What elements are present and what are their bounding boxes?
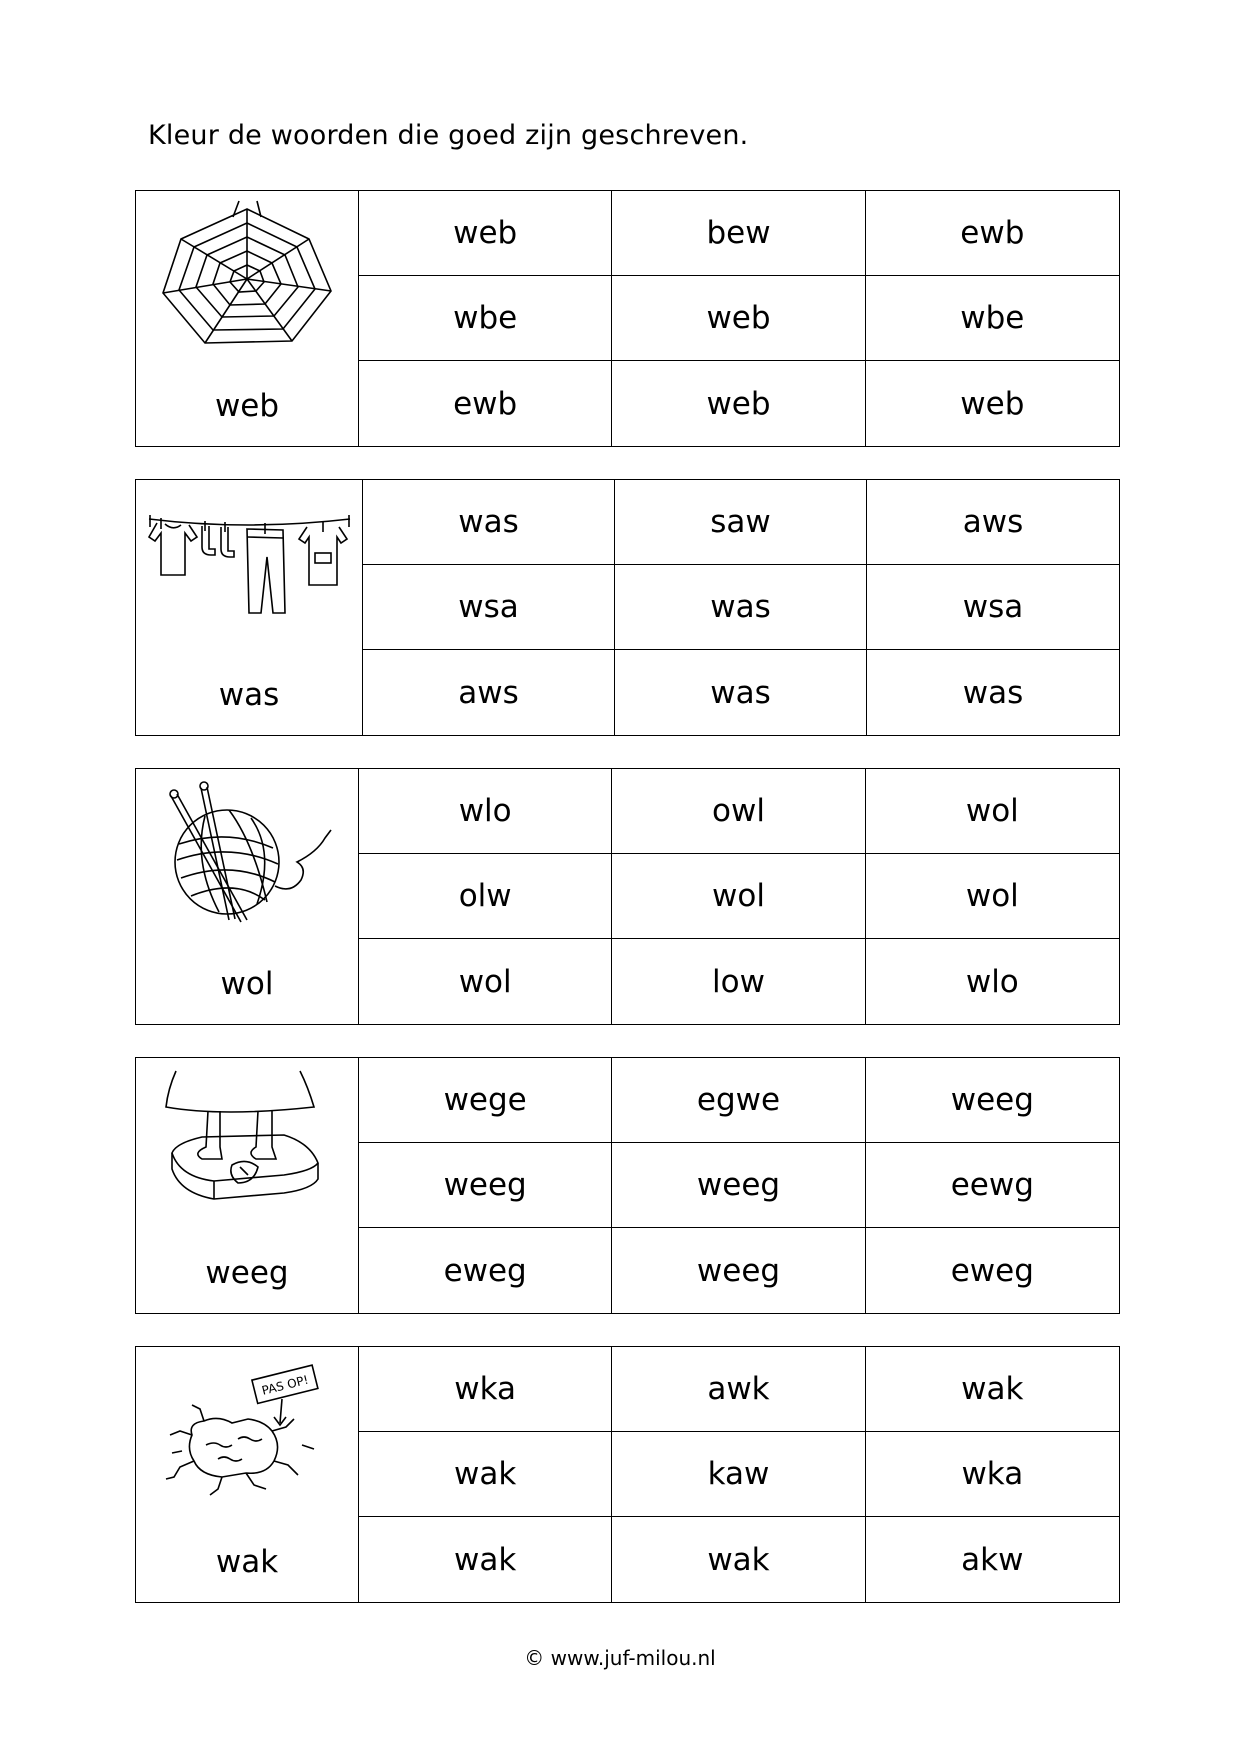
word-cell[interactable]: wbe (359, 276, 612, 361)
word-cell[interactable]: weeg (359, 1143, 612, 1228)
word-cell[interactable]: ewb (866, 191, 1119, 276)
word-cell[interactable]: weeg (866, 1058, 1119, 1143)
word-cell[interactable]: was (363, 480, 615, 565)
word-block-web (135, 190, 1120, 447)
word-cell[interactable]: wka (866, 1432, 1119, 1517)
picture-cell (136, 191, 359, 446)
word-cell[interactable]: egwe (612, 1058, 865, 1143)
word-cell[interactable]: bew (612, 191, 865, 276)
yarn-ball-icon (136, 777, 358, 937)
word-cell[interactable]: wak (359, 1432, 612, 1517)
word-cell[interactable]: eewg (866, 1143, 1119, 1228)
ice-hole-icon (136, 1355, 358, 1515)
word-grid (363, 480, 1119, 735)
word-grid (359, 1347, 1119, 1602)
word-cell[interactable]: weeg (612, 1228, 865, 1313)
word-cell[interactable]: web (612, 276, 865, 361)
picture-cell (136, 1347, 359, 1602)
word-cell[interactable]: wsa (867, 565, 1119, 650)
weighing-scale-icon (136, 1066, 358, 1226)
word-cell[interactable]: wlo (359, 769, 612, 854)
word-cell[interactable]: aws (363, 650, 615, 735)
word-cell[interactable]: low (612, 939, 865, 1024)
word-cell[interactable]: awk (612, 1347, 865, 1432)
copyright-footer: © www.juf-milou.nl (524, 1646, 716, 1670)
word-block-weeg (135, 1057, 1120, 1314)
word-cell[interactable]: olw (359, 854, 612, 939)
word-cell[interactable]: web (359, 191, 612, 276)
word-cell[interactable]: kaw (612, 1432, 865, 1517)
word-cell[interactable]: web (612, 361, 865, 446)
warning-sign-text: PAS OP! (260, 1372, 310, 1398)
word-cell[interactable]: aws (867, 480, 1119, 565)
word-cell[interactable]: wak (866, 1347, 1119, 1432)
word-cell[interactable]: wak (359, 1517, 612, 1602)
word-block-wak (135, 1346, 1120, 1603)
word-cell[interactable]: was (615, 650, 867, 735)
word-cell[interactable]: web (960, 385, 1025, 422)
word-cell[interactable]: wak (612, 1517, 865, 1602)
target-word: wol (220, 966, 274, 1002)
word-cell[interactable]: wol (612, 854, 865, 939)
word-cell[interactable]: akw (961, 1541, 1024, 1578)
word-cell[interactable]: wol (866, 769, 1119, 854)
laundry-line-icon (136, 488, 362, 648)
word-cell[interactable]: wege (359, 1058, 612, 1143)
word-cell[interactable]: wsa (363, 565, 615, 650)
word-block-was (135, 479, 1120, 736)
target-word: was (218, 677, 280, 713)
word-cell[interactable]: was (615, 565, 867, 650)
word-cell[interactable]: wka (359, 1347, 612, 1432)
word-cell[interactable]: wlo (965, 963, 1019, 1000)
word-block-wol (135, 768, 1120, 1025)
target-word: web (214, 388, 280, 424)
word-cell[interactable]: was (962, 674, 1024, 711)
word-grid (359, 1058, 1119, 1313)
picture-cell (136, 769, 359, 1024)
word-cell[interactable]: wol (866, 854, 1119, 939)
picture-cell (136, 1058, 359, 1313)
target-word: wak (215, 1544, 279, 1580)
word-cell[interactable]: saw (615, 480, 867, 565)
word-cell[interactable]: ewb (359, 361, 612, 446)
word-cell[interactable]: owl (612, 769, 865, 854)
word-cell[interactable]: wbe (866, 276, 1119, 361)
word-cell[interactable]: eweg (359, 1228, 612, 1313)
picture-cell (136, 480, 363, 735)
instruction-text: Kleur de woorden die goed zijn geschreven. (148, 120, 749, 151)
word-cell[interactable]: eweg (950, 1252, 1034, 1289)
spider-web-icon (136, 199, 358, 359)
target-word: weeg (205, 1255, 289, 1291)
word-grid (359, 191, 1119, 446)
word-cell[interactable]: weeg (612, 1143, 865, 1228)
word-grid (359, 769, 1119, 1024)
word-cell[interactable]: wol (359, 939, 612, 1024)
